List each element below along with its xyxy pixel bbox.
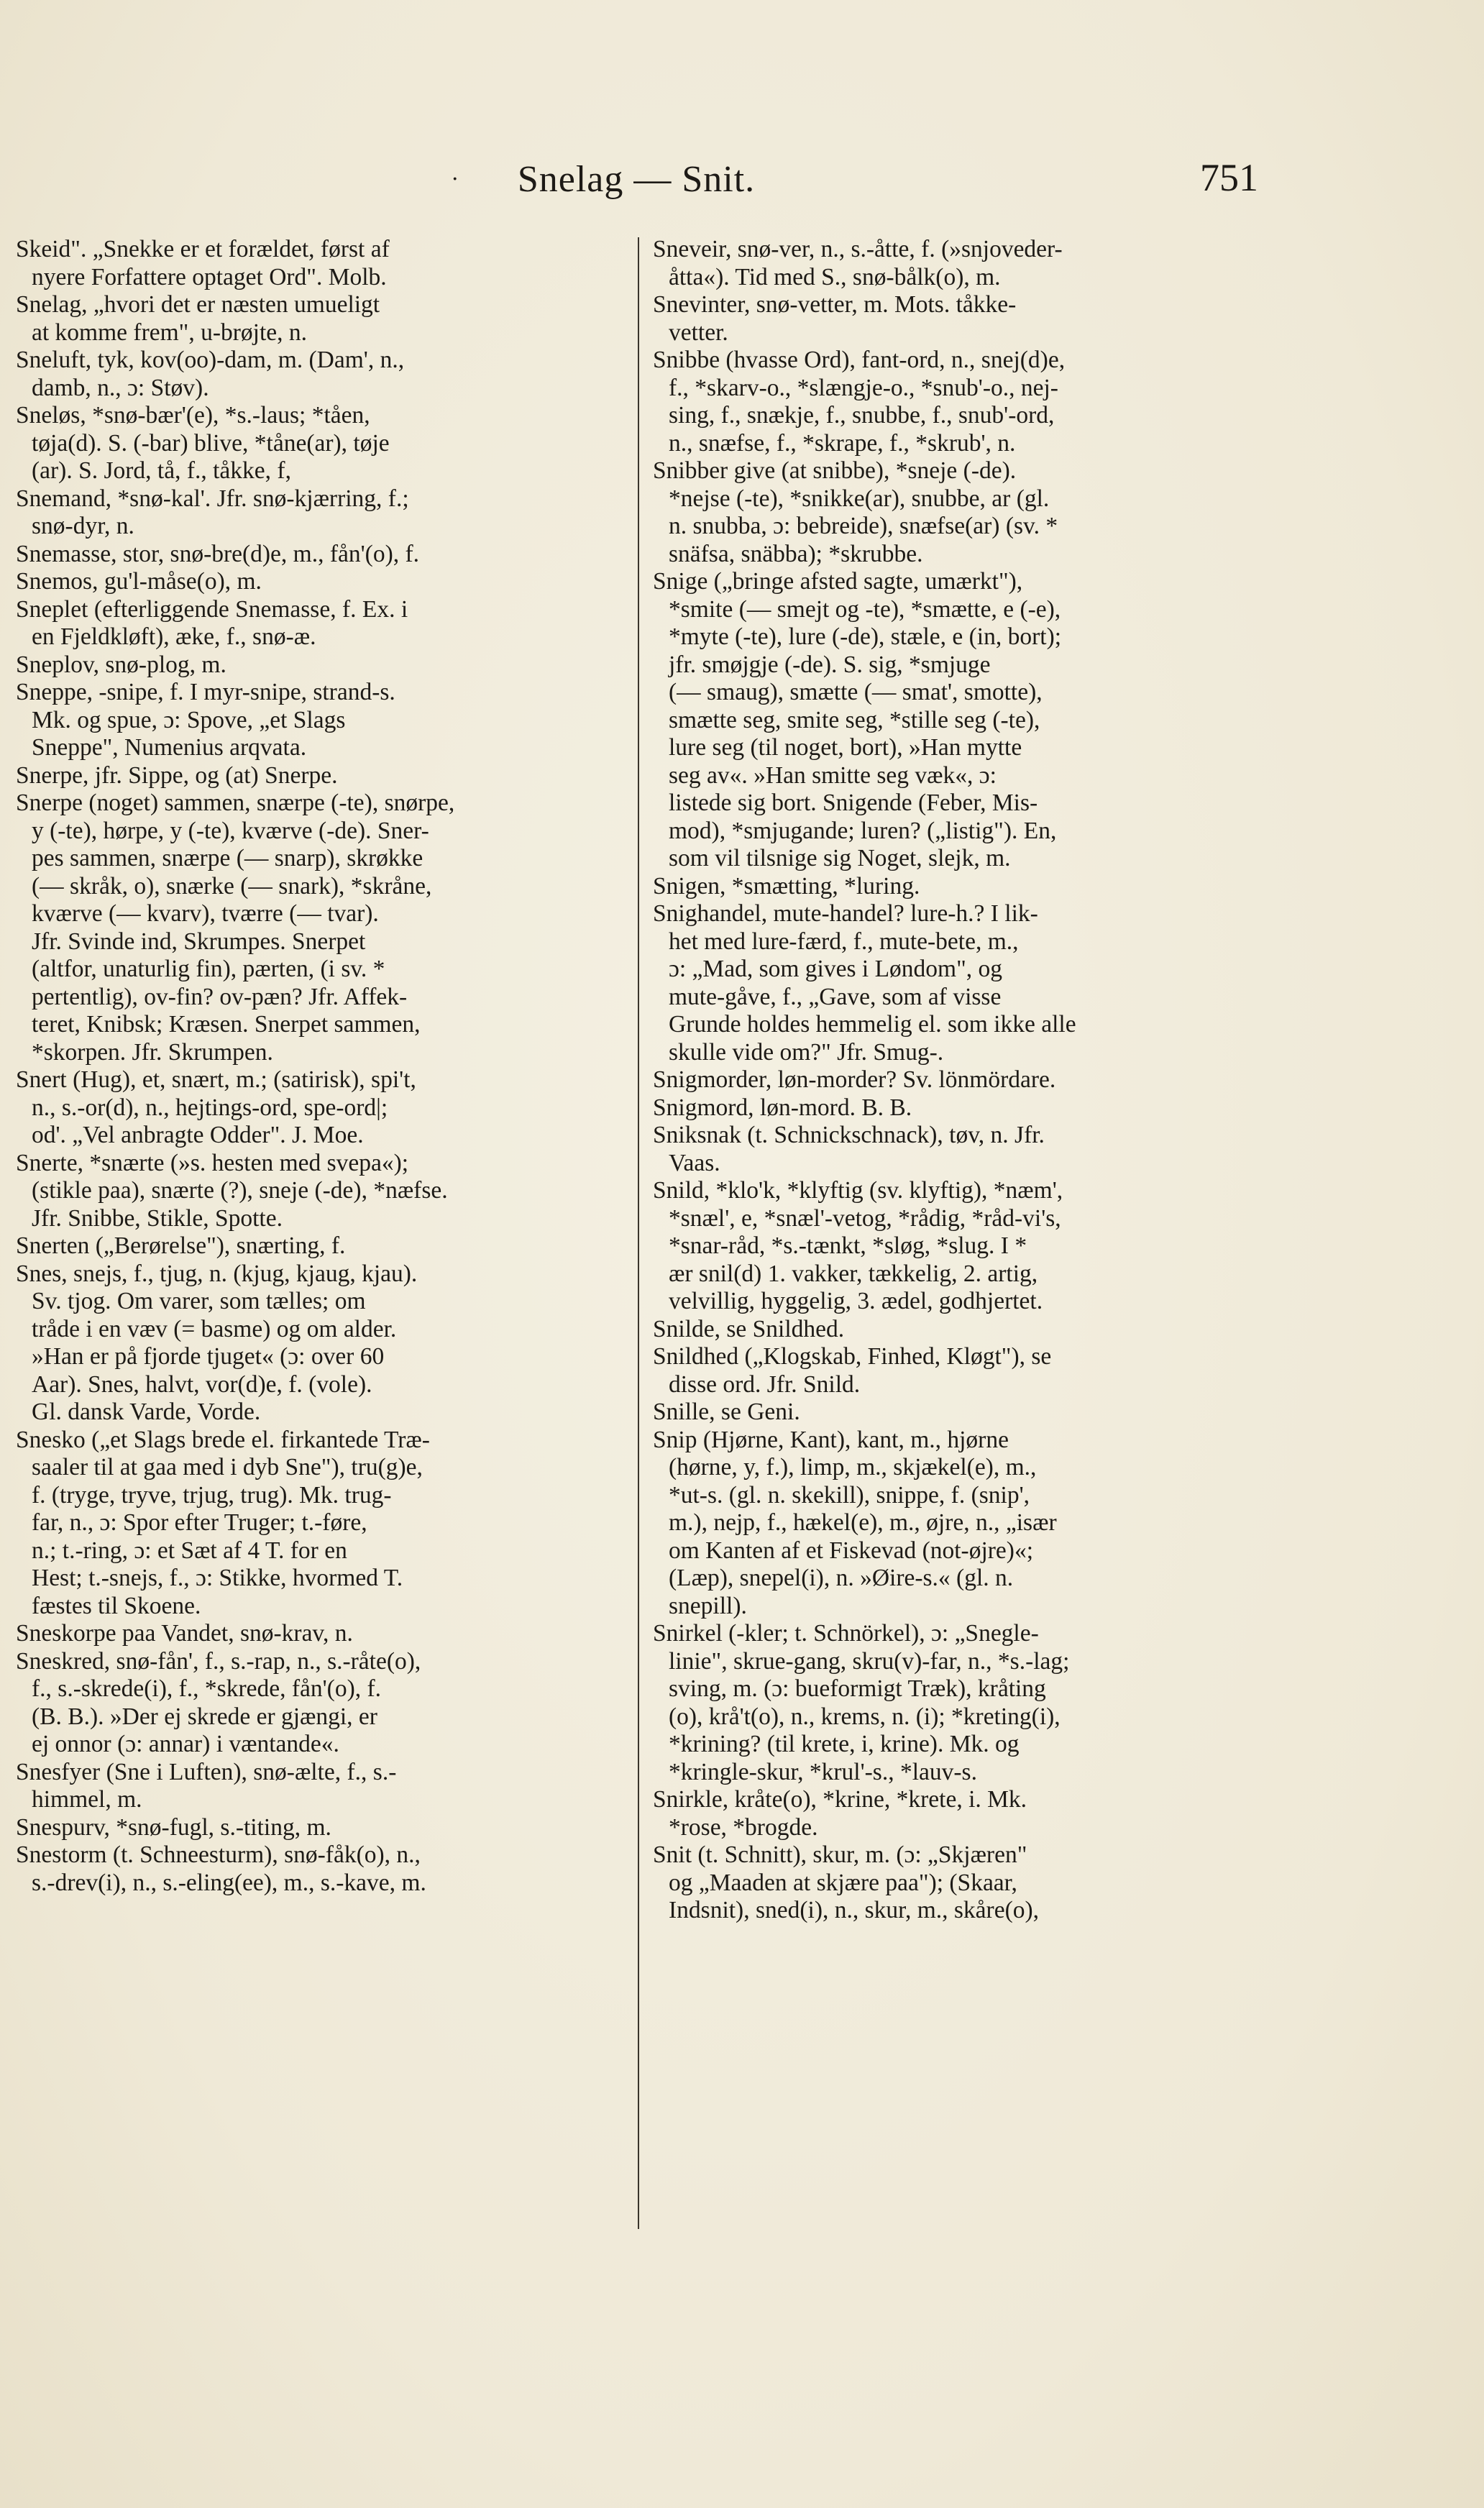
entry-continuation-line: mod), *smjugande; luren? („listig"). En, xyxy=(669,817,1057,844)
entry-headword-line: Snigmorder, løn-morder? Sv. lönmördare. xyxy=(653,1066,1056,1093)
entry-continuation-line: som vil tilsnige sig Noget, slejk, m. xyxy=(669,845,1011,871)
entry-continuation-line: skulle vide om?" Jfr. Smug-. xyxy=(669,1038,944,1066)
entry-continuation-line: *krining? (til krete, i, krine). Mk. og xyxy=(669,1731,1020,1757)
entry-continuation-line: teret, Knibsk; Kræsen. Snerpet sammen, xyxy=(32,1011,421,1038)
entry-continuation-line: Aar). Snes, halvt, vor(d)e, f. (vole). xyxy=(32,1370,372,1398)
entry-headword-line: Snibber give (at snibbe), *sneje (-de). xyxy=(653,457,1017,484)
entry-continuation-line: f., *skarv-o., *slængje-o., *snub'-o., nej- xyxy=(669,374,1058,401)
entry-headword-line: Snigen, *smætting, *luring. xyxy=(653,872,920,900)
entry-headword-line: Sneskorpe paa Vandet, snø-krav, n. xyxy=(16,1620,353,1647)
entry-continuation-line: far, n., ɔ: Spor efter Truger; t.-føre, xyxy=(32,1509,367,1536)
entry-continuation-line: disse ord. Jfr. Snild. xyxy=(669,1370,861,1398)
running-title: Snelag — Snit. xyxy=(517,159,756,200)
entry-headword-line: Snemos, gu'l-måse(o), m. xyxy=(16,568,262,595)
entry-continuation-line: (— smaug), smætte (— smat', smotte), xyxy=(669,679,1043,705)
entry-continuation-line: at komme frem", u-brøjte, n. xyxy=(32,319,307,346)
entry-continuation-line: n.; t.-ring, ɔ: et Sæt af 4 T. for en xyxy=(32,1537,347,1564)
entry-continuation-line: y (-te), hørpe, y (-te), kværve (-de). Sner- xyxy=(32,817,429,844)
entry-headword-line: Snert (Hug), et, snært, m.; (satirisk), spi't, xyxy=(16,1066,416,1093)
page-header xyxy=(0,144,1484,209)
entry-continuation-line: m.), nejp, f., hækel(e), m., øjre, n., „især xyxy=(669,1509,1057,1536)
entry-headword-line: Snesfyer (Sne i Luften), snø-ælte, f., s.- xyxy=(16,1758,397,1785)
entry-continuation-line: sing, f., snækje, f., snubbe, f., snub'-ord, xyxy=(669,402,1055,429)
entry-continuation-line: nyere Forfattere optaget Ord". Molb. xyxy=(32,263,387,290)
entry-headword-line: Snit (t. Schnitt), skur, m. (ɔ: „Skjæren" xyxy=(653,1841,1027,1868)
entry-continuation-line: pes sammen, snærpe (— snarp), skrøkke xyxy=(32,845,423,871)
entry-headword-line: Sneplet (efterliggende Snemasse, f. Ex. i xyxy=(16,595,408,623)
entry-continuation-line: »Han er på fjorde tjuget« (ɔ: over 60 xyxy=(32,1343,385,1370)
entry-continuation-line: (o), krå't(o), n., krems, n. (i); *kreting(i), xyxy=(669,1703,1061,1730)
entry-headword-line: Snibbe (hvasse Ord), fant-ord, n., snej(d)e, xyxy=(653,347,1066,373)
entry-continuation-line: smætte seg, smite seg, *stille seg (-te), xyxy=(669,706,1040,733)
entry-continuation-line: *rose, *brogde. xyxy=(669,1813,818,1841)
entry-continuation-line: *nejse (-te), *snikke(ar), snubbe, ar (gl. xyxy=(669,485,1050,512)
entry-continuation-line: kværve (— kvarv), tværre (— tvar). xyxy=(32,900,379,927)
entry-continuation-line: ɔ: „Mad, som gives i Løndom", og xyxy=(669,956,1003,982)
entry-continuation-line: Gl. dansk Varde, Vorde. xyxy=(32,1399,261,1425)
entry-headword-line: Snelag, „hvori det er næsten umueligt xyxy=(16,291,380,318)
entry-continuation-line: (B. B.). »Der ej skrede er gjængi, er xyxy=(32,1703,377,1730)
entry-headword-line: Snerten („Berørelse"), snærting, f. xyxy=(16,1232,346,1259)
entry-continuation-line: n., s.-or(d), n., hejtings-ord, spe-ord|; xyxy=(32,1094,388,1121)
entry-headword-line: Snirkel (-kler; t. Schnörkel), ɔ: „Snegle- xyxy=(653,1620,1039,1647)
entry-headword-line: Snige („bringe afsted sagte, umærkt"), xyxy=(653,568,1023,595)
column-divider xyxy=(638,237,639,2229)
entry-continuation-line: *kringle-skur, *krul'-s., *lauv-s. xyxy=(669,1758,977,1785)
entry-continuation-line: en Fjeldkløft), æke, f., snø-æ. xyxy=(32,623,316,650)
entry-continuation-line: (hørne, y, f.), limp, m., skjækel(e), m., xyxy=(669,1454,1037,1480)
entry-continuation-line: *snæl', e, *snæl'-vetog, *rådig, *råd-vi's, xyxy=(669,1204,1061,1232)
entry-headword-line: Snerte, *snærte (»s. hesten med svepa«); xyxy=(16,1149,409,1176)
entry-continuation-line: snø-dyr, n. xyxy=(32,513,134,539)
entry-headword-line: Sneluft, tyk, kov(oo)-dam, m. (Dam', n., xyxy=(16,347,405,373)
entry-continuation-line: s.-drev(i), n., s.-eling(ee), m., s.-kave, m. xyxy=(32,1869,426,1896)
left-column xyxy=(16,236,620,2307)
entry-continuation-line: Jfr. Snibbe, Stikle, Spotte. xyxy=(32,1204,283,1232)
entry-continuation-line: (— skråk, o), snærke (— snark), *skråne, xyxy=(32,872,432,900)
entry-headword-line: Snild, *klo'k, *klyftig (sv. klyftig), *næm', xyxy=(653,1177,1063,1204)
entry-headword-line: Sniksnak (t. Schnickschnack), tøv, n. Jfr. xyxy=(653,1122,1045,1148)
entry-continuation-line: og „Maaden at skjære paa"); (Skaar, xyxy=(669,1869,1017,1896)
entry-continuation-line: åtta«). Tid med S., snø-bålk(o), m. xyxy=(669,263,1001,290)
entry-continuation-line: Indsnit), sned(i), n., skur, m., skåre(o), xyxy=(669,1897,1040,1923)
entry-headword-line: Sneppe, -snipe, f. I myr-snipe, strand-s. xyxy=(16,679,395,705)
entry-continuation-line: velvillig, hyggelig, 3. ædel, godhjertet. xyxy=(669,1288,1043,1314)
entry-continuation-line: *smite (— smejt og -te), *smætte, e (-e), xyxy=(669,595,1061,623)
entry-continuation-line: jfr. smøjgje (-de). S. sig, *smjuge xyxy=(669,651,991,678)
entry-headword-line: Snes, snejs, f., tjug, n. (kjug, kjaug, kjau). xyxy=(16,1260,418,1287)
entry-continuation-line: Sv. tjog. Om varer, som tælles; om xyxy=(32,1288,366,1314)
entry-continuation-line: het med lure-færd, f., mute-bete, m., xyxy=(669,928,1019,955)
right-column xyxy=(653,236,1286,2307)
entry-continuation-line: fæstes til Skoene. xyxy=(32,1592,201,1619)
entry-continuation-line: pertentlig), ov-fin? ov-pæn? Jfr. Affek- xyxy=(32,983,408,1010)
entry-continuation-line: f. (tryge, tryve, trjug, trug). Mk. trug- xyxy=(32,1481,392,1509)
entry-headword-line: Snespurv, *snø-fugl, s.-titing, m. xyxy=(16,1813,331,1841)
entry-continuation-line: od'. „Vel anbragte Odder". J. Moe. xyxy=(32,1122,364,1148)
entry-continuation-line: damb, n., ɔ: Støv). xyxy=(32,374,209,401)
entry-headword-line: Sneplov, snø-plog, m. xyxy=(16,651,226,678)
entry-continuation-line: om Kanten af et Fiskevad (not-øjre)«; xyxy=(669,1537,1033,1564)
entry-continuation-line: *myte (-te), lure (-de), stæle, e (in, bort); xyxy=(669,623,1062,650)
entry-continuation-line: snepill). xyxy=(669,1592,747,1619)
header-mark: · xyxy=(452,167,459,192)
entry-continuation-line: Grunde holdes hemmelig el. som ikke alle xyxy=(669,1011,1076,1038)
entry-headword-line: Snerpe, jfr. Sippe, og (at) Snerpe. xyxy=(16,761,338,789)
page-number: 751 xyxy=(1200,156,1258,199)
entry-continuation-line: Vaas. xyxy=(669,1149,720,1176)
entry-headword-line: Snigmord, løn-mord. B. B. xyxy=(653,1094,912,1121)
entry-continuation-line: mute-gåve, f., „Gave, som af visse xyxy=(669,983,1002,1010)
entry-headword-line: Sneveir, snø-ver, n., s.-åtte, f. (»snjoveder- xyxy=(653,236,1063,262)
entry-headword-line: Sneløs, *snø-bær'(e), *s.-laus; *tåen, xyxy=(16,402,370,429)
entry-continuation-line: sving, m. (ɔ: bueformigt Træk), kråting xyxy=(669,1675,1046,1702)
entry-continuation-line: listede sig bort. Snigende (Feber, Mis- xyxy=(669,790,1038,816)
entry-continuation-line: (Læp), snepel(i), n. »Øire-s.« (gl. n. xyxy=(669,1565,1014,1591)
entry-continuation-line: ej onnor (ɔ: annar) i væntande«. xyxy=(32,1731,339,1757)
entry-continuation-line: Mk. og spue, ɔ: Spove, „et Slags xyxy=(32,706,346,733)
entry-continuation-line: *skorpen. Jfr. Skrumpen. xyxy=(32,1038,273,1066)
entry-continuation-line: saaler til at gaa med i dyb Sne"), tru(g)e, xyxy=(32,1454,423,1480)
entry-headword-line: Snevinter, snø-vetter, m. Mots. tåkke- xyxy=(653,291,1017,318)
entry-continuation-line: seg av«. »Han smitte seg væk«, ɔ: xyxy=(669,761,997,789)
entry-continuation-line: tråde i en væv (= basme) og om alder. xyxy=(32,1315,397,1342)
entry-headword-line: Sneskred, snø-fån', f., s.-rap, n., s.-råte(o), xyxy=(16,1647,421,1675)
entry-headword-line: Skeid". „Snekke er et forældet, først af xyxy=(16,236,390,262)
entry-headword-line: Snemasse, stor, snø-bre(d)e, m., fån'(o), f. xyxy=(16,540,420,567)
entry-continuation-line: *ut-s. (gl. n. skekill), snippe, f. (snip', xyxy=(669,1481,1030,1509)
entry-headword-line: Snighandel, mute-handel? lure-h.? I lik- xyxy=(653,900,1038,927)
entry-continuation-line: Sneppe", Numenius arqvata. xyxy=(32,734,307,761)
entry-headword-line: Snemand, *snø-kal'. Jfr. snø-kjærring, f.; xyxy=(16,485,409,512)
entry-headword-line: Snille, se Geni. xyxy=(653,1399,800,1425)
entry-continuation-line: (stikle paa), snærte (?), sneje (-de), *næfse. xyxy=(32,1177,448,1204)
entry-headword-line: Snilde, se Snildhed. xyxy=(653,1315,845,1342)
entry-continuation-line: n. snubba, ɔ: bebreide), snæfse(ar) (sv. * xyxy=(669,513,1058,539)
entry-continuation-line: (ar). S. Jord, tå, f., tåkke, f, xyxy=(32,457,291,484)
entry-continuation-line: lure seg (til noget, bort), »Han mytte xyxy=(669,734,1022,761)
entry-continuation-line: f., s.-skrede(i), f., *skrede, fån'(o), f. xyxy=(32,1675,382,1702)
entry-continuation-line: himmel, m. xyxy=(32,1786,142,1813)
entry-continuation-line: *snar-råd, *s.-tænkt, *sløg, *slug. I * xyxy=(669,1232,1027,1259)
entry-continuation-line: Hest; t.-snejs, f., ɔ: Stikke, hvormed T. xyxy=(32,1565,403,1591)
entry-headword-line: Snirkle, kråte(o), *krine, *krete, i. Mk. xyxy=(653,1786,1027,1813)
entry-headword-line: Snildhed („Klogskab, Finhed, Kløgt"), se xyxy=(653,1343,1052,1370)
entry-continuation-line: tøja(d). S. (-bar) blive, *tåne(ar), tøje xyxy=(32,429,390,457)
entry-continuation-line: Jfr. Svinde ind, Skrumpes. Snerpet xyxy=(32,928,366,955)
entry-continuation-line: snäfsa, snäbba); *skrubbe. xyxy=(669,540,923,567)
entry-headword-line: Snestorm (t. Schneesturm), snø-fåk(o), n., xyxy=(16,1841,421,1868)
entry-continuation-line: ær snil(d) 1. vakker, tækkelig, 2. artig, xyxy=(669,1260,1038,1287)
entry-headword-line: Snerpe (noget) sammen, snærpe (-te), snørpe, xyxy=(16,790,455,816)
entry-continuation-line: linie", skrue-gang, skru(v)-far, n., *s.-lag; xyxy=(669,1647,1070,1675)
entry-continuation-line: (altfor, unaturlig fin), pærten, (i sv. * xyxy=(32,956,385,982)
entry-headword-line: Snesko („et Slags brede el. firkantede Træ- xyxy=(16,1426,430,1453)
entry-continuation-line: vetter. xyxy=(669,319,728,346)
entry-continuation-line: n., snæfse, f., *skrape, f., *skrub', n. xyxy=(669,429,1016,457)
entry-headword-line: Snip (Hjørne, Kant), kant, m., hjørne xyxy=(653,1426,1009,1453)
